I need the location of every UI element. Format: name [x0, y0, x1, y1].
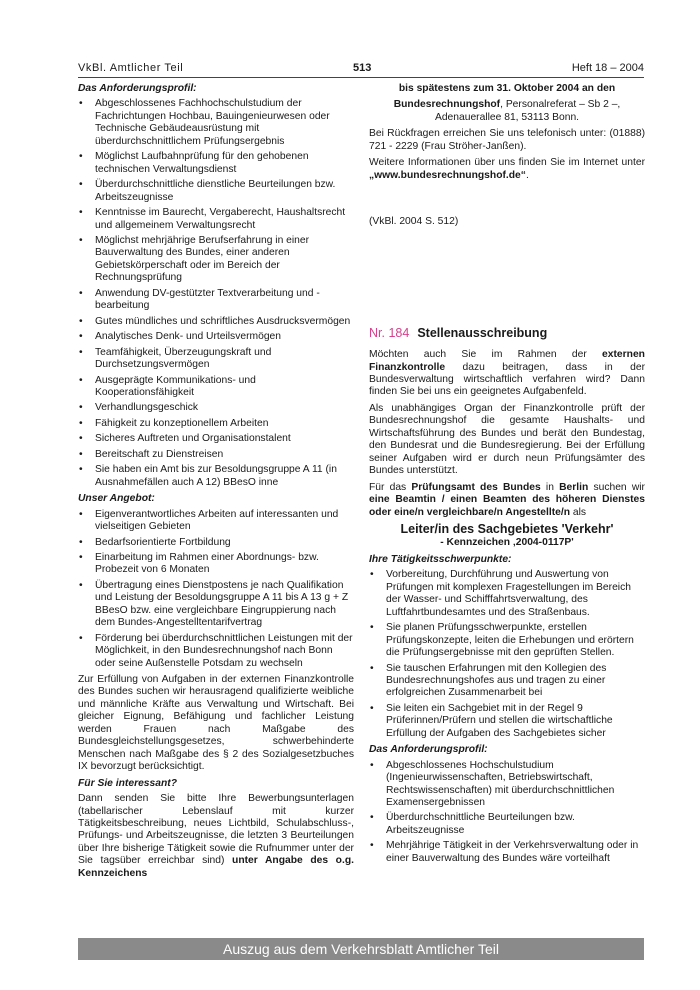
- search-g: als: [572, 506, 587, 518]
- notice-title: [369, 327, 645, 339]
- deadline-line: bis spätestens zum 31. Oktober 2004 an den: [398, 83, 616, 94]
- left-column: [78, 83, 354, 884]
- web-suffix: .: [525, 169, 529, 181]
- list-item: • Teamfähigkeit, Überzeugungskraft und Durchsetzungsvermögen: [78, 347, 354, 372]
- page-number: 513: [353, 62, 372, 74]
- list-item: • Kenntnisse im Baurecht, Vergaberecht, Haushaltsrecht und allgemeinem Verwaltungsrecht: [78, 207, 354, 232]
- list-item: • Vorbereitung, Durchführung und Auswertung von Prüfungen mit komplexen Fragestellungen im Bereich der Wasser- und Schifffahrtsverwaltung, des Luftfahrtbundesamtes und des Straßenbaus.: [369, 569, 645, 619]
- requirements-list-2: [369, 760, 645, 866]
- reference-line: (VkBl. 2004 S. 512): [369, 216, 459, 228]
- list-item: • Abgeschlossenes Fachhochschulstudium der Fachrichtungen Hochbau, Bauingenieurwesen oder Technische Gebäudeausrüstung mit überdurchschnittlichem Prüfungsergebnis: [78, 98, 354, 148]
- issue-number: Heft 18 – 2004: [571, 62, 644, 74]
- search-d: Berlin: [559, 481, 589, 493]
- position-title: Leiter/in des Sachgebietes 'Verkehr': [400, 521, 614, 536]
- list-item: • Sie planen Prüfungsschwerpunkte, erstellen Prüfungskonzepte, leiten die Erhebungen und erörtern die Prüfungsergebnisse mit den geprüften Stellen.: [369, 622, 645, 659]
- requirements-list: [78, 98, 354, 489]
- list-item: • Möglichst mehrjährige Berufserfahrung in einer Bauverwaltung des Bundes, einer anderen Gebietskörperschaft oder im Bereich der Rechnungsprüfung: [78, 235, 354, 285]
- list-item: • Bereitschaft zu Dienstreisen: [78, 449, 354, 461]
- web-prefix: Weitere Informationen über uns finden Sie im Internet unter: [369, 157, 645, 169]
- list-item: • Überdurchschnittliche dienstliche Beurteilungen bzw. Arbeitszeugnisse: [78, 179, 354, 204]
- journal-name: VkBl. Amtlicher Teil: [78, 62, 184, 74]
- notice-heading: Stellenausschreibung: [417, 325, 548, 340]
- search-b: Prüfungsamt des Bundes: [411, 481, 541, 493]
- address-org: Bundesrechnungshof: [393, 99, 501, 111]
- right-column: [369, 83, 645, 869]
- list-item: • Gutes mündliches und schriftliches Ausdrucksvermögen: [78, 316, 354, 328]
- position-code: - Kennzeichen ‚2004-0117P': [440, 537, 574, 549]
- list-item: • Sie haben ein Amt bis zur Besoldungsgruppe A 11 (in Ausnahmefällen auch A 12) BBesO inne: [78, 464, 354, 489]
- list-item: • Ausgeprägte Kommunikations- und Kooperationsfähigkeit: [78, 375, 354, 400]
- search-c: in: [545, 481, 554, 493]
- interest-heading: Für Sie interessant?: [78, 777, 177, 789]
- intro-c: dazu beitragen, dass in der Bundesverwaltung wirtschaftlich verfahren wird? Dann finden Sie bei uns ein geeignetes Aufgabenfeld.: [369, 361, 645, 398]
- search-paragraph: [369, 482, 645, 519]
- list-item: • Sicheres Auftreten und Organisationstalent: [78, 433, 354, 445]
- web-link[interactable]: „www.bundesrechnungshof.de“: [369, 169, 526, 181]
- list-item: • Fähigkeit zu konzeptionellem Arbeiten: [78, 418, 354, 430]
- list-item: • Bedarfsorientierte Fortbildung: [78, 537, 354, 549]
- application-bold: unter Angabe des o.g. Kennzeichens: [78, 855, 354, 879]
- phone-paragraph: Bei Rückfragen erreichen Sie uns telefonisch unter: (01888) 721 - 2229 (Frau Ströher-Janßen).: [369, 128, 645, 152]
- list-item: • Überdurchschnittliche Beurteilungen bzw. Arbeitszeugnisse: [369, 812, 645, 837]
- duties-list: [369, 569, 645, 740]
- address-line2: Adenauerallee 81, 53113 Bonn.: [434, 111, 580, 123]
- application-text: Dann senden Sie bitte Ihre Bewerbungsunterlagen (tabellarischer Lebenslauf mit kurzer Tätigkeitsbeschreibung, neues Lichtbild, Schulabschluss-, Prüfungs- und Arbeitszeugnisse, die letzten 3 Beurteilungen über Ihre bisherige Tätigkeit sowie die Rufnummer unter der Sie tagsüber erreichbar sind): [78, 793, 354, 867]
- list-item: • Möglichst Laufbahnprüfung für den gehobenen technischen Verwaltungsdienst: [78, 151, 354, 176]
- search-e: suchen wir: [593, 481, 645, 493]
- address-block: [369, 99, 645, 124]
- application-paragraph: [78, 793, 354, 880]
- header-rule: [78, 77, 644, 78]
- list-item: • Förderung bei überdurchschnittlichen Leistungen mit der Möglichkeit, in den Bundesrechnungshof nach Bonn oder seine Außenstelle Potsdam zu wechseln: [78, 633, 354, 670]
- search-f: eine Beamtin / einen Beamten des höheren Dienstes oder eine/n vergleichbare/n Angestellte/n: [369, 494, 645, 518]
- list-item: • Anwendung DV-gestützter Textverarbeitung und -bearbeitung: [78, 288, 354, 313]
- list-item: • Eigenverantwortliches Arbeiten auf interessanten und vielseitigen Gebieten: [78, 509, 354, 534]
- search-a: Für das: [369, 481, 407, 493]
- intro-paragraph: [369, 349, 645, 399]
- duties-heading: Ihre Tätigkeitsschwerpunkte:: [369, 553, 512, 565]
- web-paragraph: [369, 157, 645, 182]
- offer-list: [78, 509, 354, 670]
- requirements-heading-2: Das Anforderungsprofil:: [369, 744, 488, 756]
- requirements-heading: Das Anforderungsprofil:: [78, 83, 197, 94]
- page-header: [78, 60, 644, 76]
- intro-b: externen Finanzkontrolle: [369, 349, 645, 373]
- footer-banner: Auszug aus dem Verkehrsblatt Amtlicher Teil: [78, 938, 644, 960]
- list-item: • Mehrjährige Tätigkeit in der Verkehrsverwaltung oder in einer Bauverwaltung des Bundes wäre vorteilhaft: [369, 840, 645, 865]
- offer-heading: Unser Angebot:: [78, 493, 155, 505]
- list-item: • Einarbeitung im Rahmen einer Abordnungs- bzw. Probezeit von 6 Monaten: [78, 552, 354, 577]
- list-item: • Sie leiten ein Sachgebiet mit in der Regel 9 Prüferinnen/Prüfern und stellen die wirtschaftliche Erfüllung der Aufgaben des Sachgebietes sicher: [369, 703, 645, 740]
- list-item: • Übertragung eines Dienstpostens je nach Qualifikation und Leistung der Besoldungsgruppe A 11 bis A 13 g + Z BBesO bzw. eine vergleichbare Eingruppierung nach dem Bundes-Angestelltentarifvertrag: [78, 580, 354, 630]
- intro-a: Möchten auch Sie im Rahmen der: [369, 349, 587, 361]
- list-item: • Verhandlungsgeschick: [78, 402, 354, 414]
- equal-opportunity-paragraph: Zur Erfüllung von Aufgaben in der externen Finanzkontrolle des Bundes suchen wir herausragend qualifizierte weibliche und männliche Kräfte aus Verwaltung und Wirtschaft. Bei gleicher Eignung, Befähigung und fachlicher Leistung werden Frauen nach Maßgabe des Bundesgleichstellungsgesetzes, schwerbehinderte Menschen nach Maßgabe des § 2 des Sozialgesetzbuches IX bevorzugt berücksichtigt.: [78, 674, 354, 773]
- list-item: • Abgeschlossenes Hochschulstudium (Ingenieurwissenschaften, Betriebswirtschaft, Rechtswissenschaften) mit überdurchschnittlichen Examensergebnissen: [369, 760, 645, 810]
- notice-number: Nr. 184: [369, 325, 410, 340]
- organ-paragraph: Als unabhängiges Organ der Finanzkontrolle prüft der Bundesrechnungshof die gesamte Haushalts- und Wirtschaftsführung des Bundes und berät den Bundestag, den Bundesrat und die Bundesregierung. Bei der Erfüllung seiner Aufgaben wird er durch neun Prüfungsämter des Bundes unterstützt.: [369, 402, 645, 477]
- list-item: • Analytisches Denk- und Urteilsvermögen: [78, 331, 354, 343]
- list-item: • Sie tauschen Erfahrungen mit den Kollegien des Bundesrechnungshofes aus und tragen zu einer erfolgreichen Zusammenarbeit bei: [369, 663, 645, 700]
- address-rest: , Personalreferat – Sb 2 –,: [500, 99, 621, 111]
